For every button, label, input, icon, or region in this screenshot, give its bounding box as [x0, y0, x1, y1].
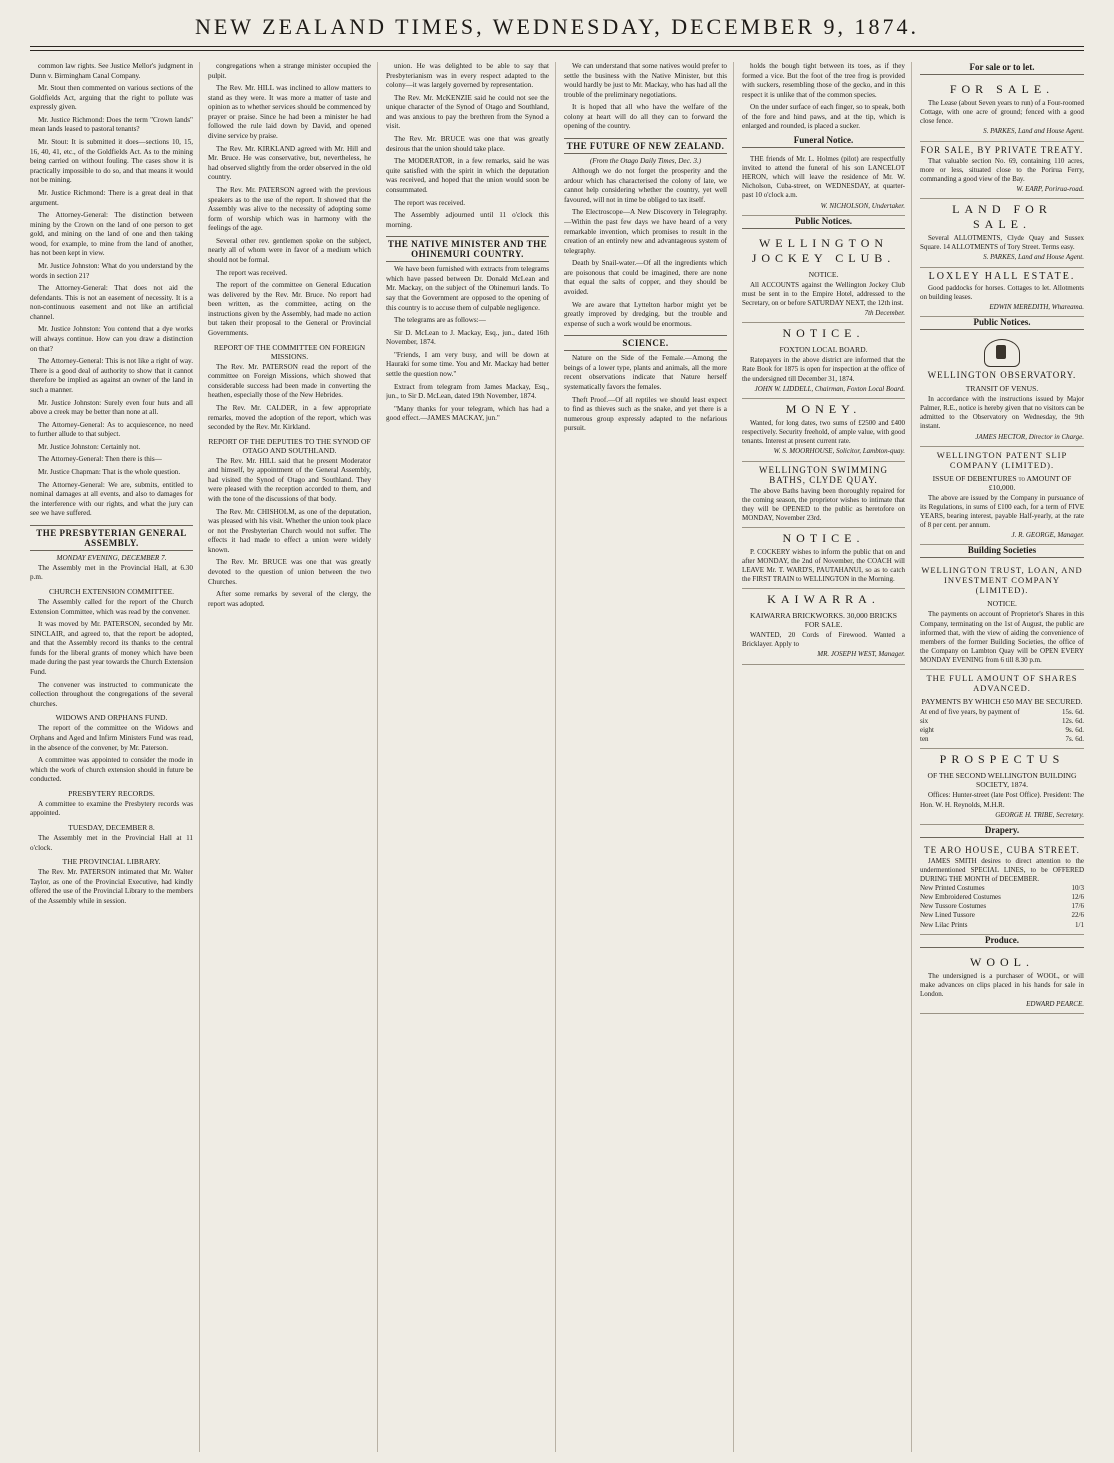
ad-text: Offices: Hunter-street (late Post Office). President: The Hon. W. H. Reynolds, M.H.R.	[920, 791, 1084, 809]
masthead-rule-top	[30, 46, 1084, 47]
paragraph: After some remarks by several of the clergy, the report was adopted.	[208, 590, 371, 608]
paragraph: Mr. Justice Johnston: Certainly not.	[38, 442, 141, 451]
paragraph: The convener was instructed to communicate the collection throughout the congregations of the several churches.	[30, 680, 193, 708]
ad-signature: MR. JOSEPH WEST, Manager.	[817, 650, 905, 659]
ad-signature: S. PARKES, Land and House Agent.	[983, 127, 1084, 136]
table-cell: New Lined Tussore	[920, 911, 975, 920]
paragraph: The Rev. Mr. HILL was inclined to allow matters to stand as they were. It was more a matter of taste and opinion as to whether services should be commenced by prayer or praise. Since he had been a minister he had followed the rule laid down by David, and opened divine service by praise.	[208, 84, 371, 141]
paragraph: Mr. Justice Johnston: Surely even four huts and all above a creek may be better than none at all.	[30, 398, 193, 417]
ad-for-sale-cottage	[920, 79, 1084, 142]
table-row	[920, 921, 1084, 930]
subheading: REPORT OF THE COMMITTEE ON FOREIGN MISSIONS.	[213, 342, 366, 361]
paragraph: "Friends, I am very busy, and will be down at Hauraki for some time. You and Mr. Mackay had better settle the question now."	[386, 350, 549, 379]
subheading: THE PROVINCIAL LIBRARY.	[62, 857, 161, 867]
paragraph: We are aware that Lyttelton harbor might yet be greatly improved by dredging, but the trouble and expense of such a work would be enormous.	[564, 300, 727, 328]
ad-subtitle: NOTICE.	[808, 269, 839, 279]
table-row	[920, 735, 1084, 744]
ad-text: The above are issued by the Company in pursuance of its Regulations, in sums of £100 each, for a term of FIVE YEARS, bearing interest, payable Half-yearly, at the rate of 8 per cent. per annum.	[920, 493, 1084, 530]
paragraph: The Rev. Mr. HILL said that he present Moderator and himself, by appointment of the General Assembly, had visited the Synod of Otago and Southland. They were pleased with the reception accorded to them, and with the tone of the discussions of that body.	[208, 456, 371, 503]
ad-text: Several ALLOTMENTS, Clyde Quay and Sussex Square. 14 ALLOTMENTS of Tory Street. Terms easy.	[920, 234, 1084, 252]
ad-signature: W. EARP, Porirua-road.	[1016, 184, 1084, 193]
paragraph: The Rev. Mr. KIRKLAND agreed with Mr. Hill and Mr. Bruce. He was conservative, but, nevertheless, he had observed slightly from the order observed in the old country.	[208, 144, 371, 182]
table-cell: 10/3	[1071, 884, 1084, 893]
section-heading-public-notices-right: Public Notices.	[920, 317, 1084, 330]
ad-signature: W. S. MOORHOUSE, Solicitor, Lambton-quay.	[773, 447, 905, 456]
ad-title: MONEY.	[785, 401, 862, 416]
ad-subtitle: TRANSIT OF VENUS.	[965, 384, 1039, 394]
paragraph: On the under surface of each finger, so to speak, both of the fore and hind paws, and at the tip, which is enlarged and rounded, is placed a sucker.	[742, 103, 905, 131]
paragraph: The Assembly called for the report of the Church Extension Committee, which was read by the convener.	[30, 598, 193, 616]
paragraph: The Attorney-General: This is not like a right of way. There is a good deal of authority to show that it cannot therefore be implied as against an owner of the land in such a manner.	[30, 357, 193, 394]
table-row	[920, 726, 1084, 735]
ad-subtitle: ISSUE OF DEBENTURES to AMOUNT OF £10,000.	[932, 473, 1072, 492]
ad-text: Good paddocks for horses. Cottages to let. Allotments on building leases.	[920, 283, 1084, 301]
table-row	[920, 893, 1084, 902]
ad-text: The Lease (about Seven years to run) of a Four-roomed Cottage, with one acre of ground; fenced with a good close fence.	[920, 99, 1084, 126]
table-cell: New Printed Costumes	[920, 884, 985, 893]
table-cell: 22/6	[1071, 911, 1084, 920]
ad-text: JAMES SMITH desires to direct attention to the undermentioned SPECIAL LINES, to be OFFERED DURING THE MONTH of DECEMBER.	[920, 856, 1084, 884]
ad-subtitle: NOTICE.	[987, 599, 1017, 609]
ad-title: FOR SALE.	[949, 82, 1055, 96]
paragraph: A committee to examine the Presbytery records was appointed.	[30, 799, 193, 818]
table-row	[920, 902, 1084, 911]
paragraph: The Assembly adjourned until 11 o'clock this morning.	[386, 211, 549, 229]
table-cell: 17/6	[1071, 902, 1084, 911]
ad-title: NOTICE.	[782, 530, 865, 545]
paragraph: Several other rev. gentlemen spoke on the subject, nearly all of whom were in favor of a medium which should not be formal.	[208, 236, 371, 264]
ad-text: The undersigned is a purchaser of WOOL, or will make advances on clips placed in his hands for sale in London.	[920, 971, 1084, 998]
subheading: WIDOWS AND ORPHANS FUND.	[55, 713, 168, 723]
ad-text: In accordance with the instructions issued by Major Palmer, R.E., notice is hereby given that no visitors can be admitted to the Observatory on Wednesday, the 9th instant.	[920, 395, 1084, 431]
paragraph: The Rev. Mr. BRUCE was one that was greatly desirous that the union should take place.	[386, 135, 549, 153]
paragraph: Mr. Justice Richmond: Does the term "Crown lands" mean lands leased to pastoral tenants?	[30, 115, 193, 134]
table-cell: six	[920, 717, 929, 726]
paragraph: We can understand that some natives would prefer to settle the business with the Native Minister, but this would hardly be just to Mr. Mackay, who has had all the trouble of the preliminary negotiations.	[564, 62, 727, 99]
ad-subtitle: KAIWARRA BRICKWORKS. 30,000 BRICKS FOR SALE.	[749, 611, 898, 630]
table-cell: New Lilac Prints	[920, 920, 968, 929]
ad-subtitle: PAYMENTS BY WHICH £50 MAY BE SECURED.	[921, 697, 1083, 707]
subheading: PRESBYTERY RECORDS.	[68, 788, 155, 798]
paragraph: The Rev. Mr. McKENZIE said he could not see the unique character of the Synod of Otago and Southland, and was anxious to pay the brethren from the Synod a visit.	[386, 93, 549, 131]
ad-text: Ratepayers in the above district are informed that the Rate Book for 1875 is open for inspection at the office of the undersigned till December 31, 1874.	[742, 356, 905, 383]
ad-private-treaty	[920, 142, 1084, 200]
article-heading-native-minister: THE NATIVE MINISTER AND THE OHINEMURI COUNTRY.	[386, 236, 549, 262]
royal-arms-icon	[984, 339, 1020, 367]
ad-title: LAND FOR SALE.	[952, 202, 1052, 232]
ad-text: That valuable section No. 69, containing 110 acres, more or less, situated close to the Porirua Ferry, commanding a good view of the Bay.	[920, 156, 1084, 183]
table-cell: ten	[920, 735, 929, 744]
ad-signature: JAMES HECTOR, Director in Charge.	[975, 432, 1084, 441]
paragraph: Mr. Stout: It is submitted it does—sections 10, 15, 16, 40, 41, etc., of the Goldfields Act. As to the mining being carried on without fouling. The cases show it is practically impossible to do so, and that means it would not be mining.	[30, 138, 193, 185]
ad-title: FOR SALE, BY PRIVATE TREATY.	[920, 144, 1084, 155]
ad-observatory	[920, 334, 1084, 447]
paragraph: The Rev. Mr. PATERSON read the report of the committee on Foreign Missions, which showed that considerable success had been made in converting the heathen, especially those of the New Hebrides.	[208, 362, 371, 400]
ad-land-for-sale	[920, 199, 1084, 267]
paragraph: The report was received.	[394, 198, 466, 207]
masthead-title: NEW ZEALAND TIMES, WEDNESDAY, DECEMBER 9, 1874.	[194, 14, 919, 39]
paragraph: The telegrams are as follows:—	[394, 316, 486, 325]
paragraph: The Assembly met in the Provincial Hall at 11 o'clock.	[30, 834, 193, 852]
paragraph: The Attorney-General: We are, submits, entitled to nominal damages at all events, and also to damages for the interference with our rights, and what the jury can see we have suffered.	[30, 480, 193, 518]
ad-foxton-board	[742, 323, 905, 399]
section-heading-for-sale: For sale or to let.	[920, 62, 1084, 75]
column-5	[742, 62, 912, 1452]
table-cell: 1/1	[1075, 920, 1084, 929]
table-cell: 7s. 6d.	[1065, 735, 1084, 744]
paragraph: The Rev. Mr. CALDER, in a few appropriate remarks, moved the adoption of the report, which was seconded by the Rev. Mr. Kirkland.	[208, 403, 371, 432]
funeral-notice	[742, 152, 905, 216]
ad-title: WELLINGTON PATENT SLIP COMPANY (LIMITED).	[936, 449, 1068, 470]
ad-signature: JOHN W. LIDDELL, Chairman, Foxton Local Board.	[754, 384, 905, 393]
dateline: (From the Otago Daily Times, Dec. 3.)	[589, 157, 702, 166]
ad-money	[742, 399, 905, 462]
ad-signature: 7th December.	[864, 309, 905, 318]
ad-patent-slip	[920, 447, 1084, 546]
paragraph: Mr. Justice Johnston: What do you understand by the words in section 21?	[30, 261, 193, 280]
paragraph: The Rev. Mr. BRUCE was one that was greatly devoted to the question of union between the two Churches.	[208, 558, 371, 586]
paragraph: The Attorney-General: That does not aid the defendants. This is not an easement of necessity. It is a non-continuous easement and not like an artificial channel.	[30, 284, 193, 321]
ad-signature: J. R. GEORGE, Manager.	[1011, 531, 1084, 540]
paragraph: The report was received.	[216, 268, 288, 277]
dateline: MONDAY EVENING, DECEMBER 7.	[56, 553, 167, 562]
table-cell: 12s. 6d.	[1062, 717, 1084, 726]
court-report-paragraphs	[30, 62, 193, 519]
paragraph: Mr. Justice Chapman: That is the whole question.	[38, 467, 181, 476]
subheading: CHURCH EXTENSION COMMITTEE.	[48, 587, 175, 597]
paragraph: The Electroscope—A New Discovery in Telegraphy.—Within the past few days we have heard of a very remarkable invention, which promises to result in the creation of an entirely new and advantageous system of telegraphy.	[564, 208, 727, 255]
ad-signature: GEORGE H. TRIBE, Secretary.	[995, 810, 1084, 819]
paragraph: union. He was delighted to be able to say that Presbyterianism was in every respect adapted to the colony—it was largely governed by representation.	[386, 62, 549, 90]
paragraph: The Rev. Mr. PATERSON intimated that Mr. Walter Taylor, as one of the Provincial Executive, had kindly offered the use of the Provincial Library to the members of the Assembly while in session.	[30, 868, 193, 905]
column-1	[30, 62, 200, 1452]
table-cell: 12/6	[1071, 893, 1084, 902]
section-heading-produce: Produce.	[920, 935, 1084, 948]
paragraph: The MODERATOR, in a few remarks, said he was quite satisfied with the spirit in which the deputation was received, and hoped that the union would soon be consummated.	[386, 157, 549, 194]
paragraph: Extract from telegram from James Mackay, Esq., jun., to Sir D. McLean, dated 19th November, 1874.	[386, 382, 549, 401]
ad-subtitle: FOXTON LOCAL BOARD.	[779, 345, 868, 355]
ad-signature: S. PARKES, Land and House Agent.	[983, 253, 1084, 262]
paragraph: common law rights. See Justice Mellor's judgment in Dunn v. Birmingham Canal Company.	[30, 62, 193, 80]
paragraph: The Attorney-General: As to acquiescence, no need to further allude to that subject.	[30, 420, 193, 439]
paragraph: The Attorney-General: Then there is this—	[38, 455, 162, 464]
funeral-signature: W. NICHOLSON, Undertaker.	[820, 201, 905, 210]
table-cell: eight	[920, 726, 934, 735]
paragraph: Mr. Justice Johnston: You contend that a dye works will always continue. How can you draw a distinction on that?	[30, 325, 193, 353]
subheading: TUESDAY, DECEMBER 8.	[68, 823, 155, 832]
ad-text: Wanted, for long dates, two sums of £2500 and £400 respectively. Security freehold, of ample value, with good tenants. Interest at present current rate.	[742, 418, 905, 446]
ad-jockey-club	[742, 233, 905, 324]
table-cell: New Tussore Costumes	[920, 902, 987, 911]
page-columns	[30, 62, 1090, 1452]
paragraph: The Assembly met in the Provincial Hall, at 6.30 p.m.	[30, 563, 193, 582]
masthead-rule-bottom	[30, 50, 1084, 51]
ad-loxley-hall	[920, 268, 1084, 317]
paragraph: It was moved by Mr. PATERSON, seconded by Mr. SINCLAIR, and agreed to, that the report be adopted, and that the Assembly record its thanks to the central funds for the liberal grants of money which have been made during the past year towards the Church Extension Fund.	[30, 620, 193, 677]
paragraph: A committee was appointed to consider the mode in which the work of church extension should in future be conducted.	[30, 756, 193, 784]
paragraph: Although we do not forget the prosperity and the ardour which has characterised the colony of late, we cannot help considering whether the country, yet well favoured, will not in time be obliged to tax itself.	[564, 167, 727, 204]
ad-title: LOXLEY HALL ESTATE.	[928, 270, 1076, 282]
subheading: REPORT OF THE DEPUTIES TO THE SYNOD OF OTAGO AND SOUTHLAND.	[208, 436, 371, 455]
ad-swimming-baths	[742, 462, 905, 528]
table-row	[920, 911, 1084, 920]
ad-kaiwarra	[742, 589, 905, 664]
table-cell: 15s. 6d.	[1062, 708, 1084, 717]
ad-title: WOOL.	[970, 954, 1034, 969]
paragraph: "Many thanks for your telegram, which has had a good effect.—JAMES MACKAY, jun."	[386, 404, 549, 423]
ad-text: P. COCKERY wishes to inform the public that on and after MONDAY, the 2nd of November, the COACH will LEAVE Mr. T. WARD'S, PAUTAHANUI, so as to catch the FIRST TRAIN to WELLINGTON in the Morning.	[742, 547, 905, 584]
ad-te-aro-house	[920, 842, 1084, 935]
section-heading-building-societies: Building Societies	[920, 545, 1084, 558]
ad-text: All ACCOUNTS against the Wellington Jockey Club must be sent in to the Empire Hotel, addressed to the Secretary, on or before SATURDAY NEXT, the 12th inst.	[742, 280, 905, 307]
paragraph: The Attorney-General: The distinction between mining by the Crown on the land of one person to get gold, and mining on the land of one and then taking wood, for example, to mine from the land of another, has not been kept in view.	[30, 211, 193, 258]
paragraph: Death by Snail-water.—Of all the ingredients which are poisonous that could be imagined, there are none that equal the salts of copper, and they should be avoided.	[564, 259, 727, 296]
paragraph: The Rev. Mr. PATERSON agreed with the previous speakers as to the use of the report. It showed that the Assembly was alive to the necessity of adopting some form of worship which was in harmony with the feelings of the age.	[208, 185, 371, 233]
paragraph: holds the bough tight between its toes, as if they formed a vice. But the foot of the tree frog is provided with suckers, resembling those of the gecko, and in this respect it is unlike that of the common species.	[742, 62, 905, 99]
ad-title: WELLINGTON TRUST, LOAN, AND INVESTMENT COMPANY (LIMITED).	[921, 565, 1083, 596]
ad-title: WELLINGTON OBSERVATORY.	[927, 370, 1077, 381]
ad-title: WELLINGTON JOCKEY CLUB.	[751, 235, 896, 265]
article-heading-science: SCIENCE.	[564, 335, 727, 351]
ad-trust-loan	[920, 562, 1084, 670]
column-4	[564, 62, 734, 1452]
paragraph: The report of the committee on General Education was delivered by the Rev. Mr. Bruce. No report had been written, as the committee, acting on the instructions given by the Assembly, had made no action but taken their proposal to the General or Provincial Governments.	[208, 281, 371, 338]
ad-wool	[920, 952, 1084, 1015]
section-heading-funeral: Funeral Notice.	[742, 135, 905, 148]
table-cell: New Embroidered Costumes	[920, 893, 1001, 902]
ad-text: The payments on account of Proprietor's Shares in this Company, terminating on the 1st of August, the public are informed that, with the view of aiding the convenience of members of the former Building Societies, the office of the Company on Lambton Quay will be OPEN EVERY MONDAY EVENING from 6 till 8.30 p.m.	[920, 610, 1084, 664]
ad-title: PROSPECTUS	[939, 752, 1065, 767]
column-6	[920, 62, 1090, 1452]
paragraph: Nature on the Side of the Female.—Among the beings of a lower type, plants and animals, all the more recent observations indicate that Nature herself systematically favors the females.	[564, 354, 727, 392]
section-heading-drapery: Drapery.	[920, 825, 1084, 838]
paragraph: Theft Proof.—Of all reptiles we should least expect to find as thieves such as the snake, and yet there is a numerous group expressly adapted to the nefarious pursuit.	[564, 395, 727, 433]
table-cell: 9s. 6d.	[1065, 726, 1084, 735]
paragraph: congregations when a strange minister occupied the pulpit.	[208, 62, 371, 80]
ad-text: WANTED, 20 Cords of Firewood. Wanted a Bricklayer. Apply to	[742, 631, 905, 649]
column-3	[386, 62, 556, 1452]
ad-title: KAIWARRA.	[767, 592, 880, 607]
table-row	[920, 708, 1084, 717]
table-cell: At end of five years, by payment of	[920, 708, 1020, 717]
assembly-paragraphs	[30, 564, 193, 907]
ad-signature: EDWIN MEREDITH, Whareama.	[989, 302, 1084, 311]
paragraph: It is hoped that all who have the welfare of the colony at heart will do all they can to forward the opening of the country.	[564, 103, 727, 131]
ad-title: TE ARO HOUSE, CUBA STREET.	[924, 844, 1080, 855]
article-heading-future-nz: THE FUTURE OF NEW ZEALAND.	[564, 138, 727, 154]
table-row	[920, 884, 1084, 893]
article-heading-assembly: THE PRESBYTERIAN GENERAL ASSEMBLY.	[30, 525, 193, 551]
ad-signature: EDWARD PEARCE.	[1026, 999, 1084, 1008]
paragraph: Mr. Justice Richmond: There is a great deal in that argument.	[30, 188, 193, 207]
section-heading-public-notices: Public Notices.	[742, 216, 905, 229]
paragraph: Mr. Stout then commented on various sections of the Goldfields Act, arguing that the right to pollute was expressly given.	[30, 84, 193, 112]
paragraph: We have been furnished with extracts from telegrams which have passed between Dr. Donald McLean and Mr. Mackay, on the subject of the Ohinemuri lands. To say that the Government are opposed to the opening of this country is to accuse them of culpable negligence.	[386, 265, 549, 312]
ad-prospectus	[920, 749, 1084, 824]
column-2	[208, 62, 378, 1452]
drapery-price-table	[920, 884, 1084, 929]
ad-title: WELLINGTON SWIMMING BATHS, CLYDE QUAY.	[758, 464, 889, 485]
table-row	[920, 717, 1084, 726]
ad-subtitle: OF THE SECOND WELLINGTON BUILDING SOCIETY, 1874.	[927, 771, 1077, 790]
ad-coach-notice	[742, 528, 905, 589]
payments-table	[920, 708, 1084, 744]
paragraph: The report of the committee on the Widows and Orphans and Aged and Infirm Ministers Fund was read, in the absence of the convener, by Mr. Paterson.	[30, 724, 193, 752]
paragraph: Sir D. McLean to J. Mackay, Esq., jun., dated 16th November, 1874.	[386, 328, 549, 347]
ad-shares-table	[920, 670, 1084, 749]
ad-title: THE FULL AMOUNT OF SHARES ADVANCED.	[926, 673, 1078, 694]
paragraph: The Rev. Mr. CHISHOLM, as one of the deputation, was pleased with his visit. Whether the union took place or not the Presbyterian Church would not suffer. The effects it had made to effect a union were widely known.	[208, 507, 371, 554]
ad-title: NOTICE.	[782, 326, 865, 341]
ad-text: The above Baths having been thoroughly repaired for the coming season, the proprietor wishes to intimate that they will be OPENED to the public as heretofore on MONDAY, November 23rd.	[742, 486, 905, 522]
funeral-text: THE friends of Mr. L. Holmes (pilot) are respectfully invited to attend the funeral of his son LANCELOT HERON, which will leave the residence of Mr. W. Nicholson, Cuba-street, on WEDNESDAY, at quarter-past 10 o'clock a.m.	[742, 155, 905, 200]
